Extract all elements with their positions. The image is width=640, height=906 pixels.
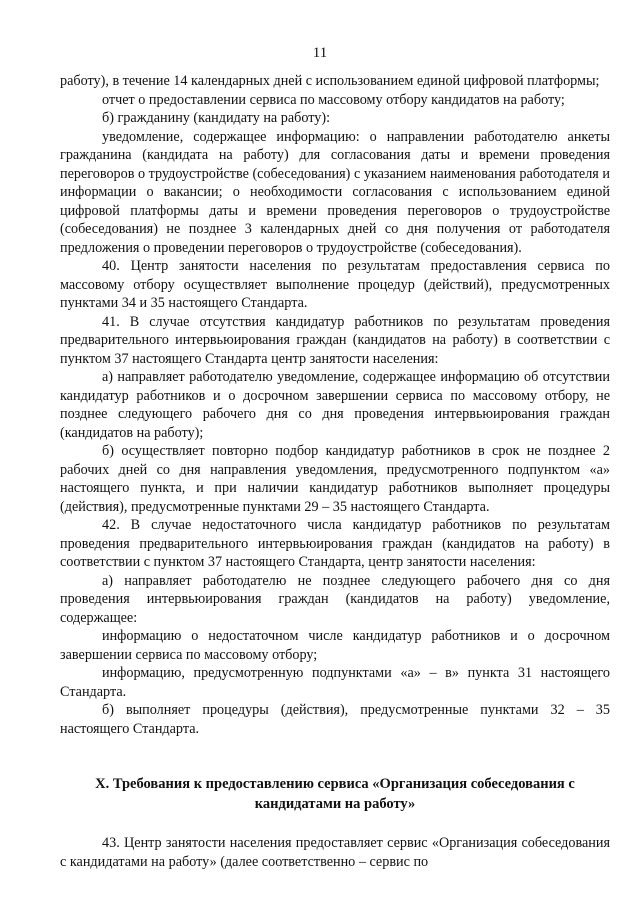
page-number: 11 <box>312 45 328 61</box>
paragraph: 41. В случае отсутствия кандидатур работников по результатам проведения предварительного интервьюирования граждан (кандидатов на работу) в соответствии с пунктом 37 настоящего Стандарта центр занятости населения: <box>60 313 610 367</box>
paragraph: 40. Центр занятости населения по результатам предоставления сервиса по массовому отбору осуществляет выполнение процедур (действий), предусмотренных пунктами 34 и 35 настоящего Стандарта. <box>60 258 610 311</box>
section-heading: X. Требования к предоставлению сервиса «Организация собеседования с кандидатами на работу» <box>95 776 575 812</box>
paragraph: а) направляет работодателю уведомление, содержащее информацию об отсутствии кандидатур работников и о досрочном завершении сервиса по массовому отбору, не позднее следующего рабочего дня со дня проведения интервьюирования граждан (кандидатов на работу); <box>60 369 610 441</box>
paragraph: б) осуществляет повторно подбор кандидатур работников в срок не позднее 2 рабочих дней со дня направления уведомления, предусмотренного подпунктом «а» настоящего пункта, и при наличии кандидатур работников выполняет процедуры (действия), предусмотренные пунктами 29 – 35 настоящего Стандарта. <box>60 443 610 515</box>
paragraph: б) гражданину (кандидату на работу): <box>102 110 331 126</box>
paragraph: б) выполняет процедуры (действия), предусмотренные пунктами 32 – 35 настоящего Стандарта. <box>60 702 610 737</box>
paragraph: 42. В случае недостаточного числа кандидатур работников по результатам проведения предварительного интервьюирования граждан (кандидатов на работу) в соответствии с пунктом 37 настоящего Стандарта, центр занятости населения: <box>60 517 610 570</box>
paragraph: информацию, предусмотренную подпунктами «а» – в» пункта 31 настоящего Стандарта. <box>60 665 610 700</box>
paragraph: отчет о предоставлении сервиса по массовому отбору кандидатов на работу; <box>102 91 565 108</box>
document-body <box>60 72 610 871</box>
paragraph: информацию о недостаточном числе кандидатур работников и о досрочном завершении сервиса по массовому отбору; <box>60 628 610 663</box>
paragraph: а) направляет работодателю не позднее следующего рабочего дня со дня проведения интервьюирования граждан (кандидатов на работу) уведомление, содержащее: <box>60 572 610 626</box>
paragraph: 43. Центр занятости населения предоставляет сервис «Организация собеседования с кандидатами на работу» (далее соответственно – сервис по <box>60 835 610 870</box>
paragraph: уведомление, содержащее информацию: о направлении работодателю анкеты гражданина (кандидата на работу) для согласования даты и времени проведения переговоров о трудоустройстве (собеседования) с указанием наименования работодателя и информации о вакансии; о необходимости согласования с использованием единой цифровой платформы даты и времени проведения переговоров о трудоустройстве (собеседования) не позднее 3 календарных дней со дня получения от работодателя предложения о проведении переговоров о трудоустройстве (собеседования). <box>60 128 610 256</box>
paragraph: работу), в течение 14 календарных дней с использованием единой цифровой платформы; <box>60 73 600 89</box>
